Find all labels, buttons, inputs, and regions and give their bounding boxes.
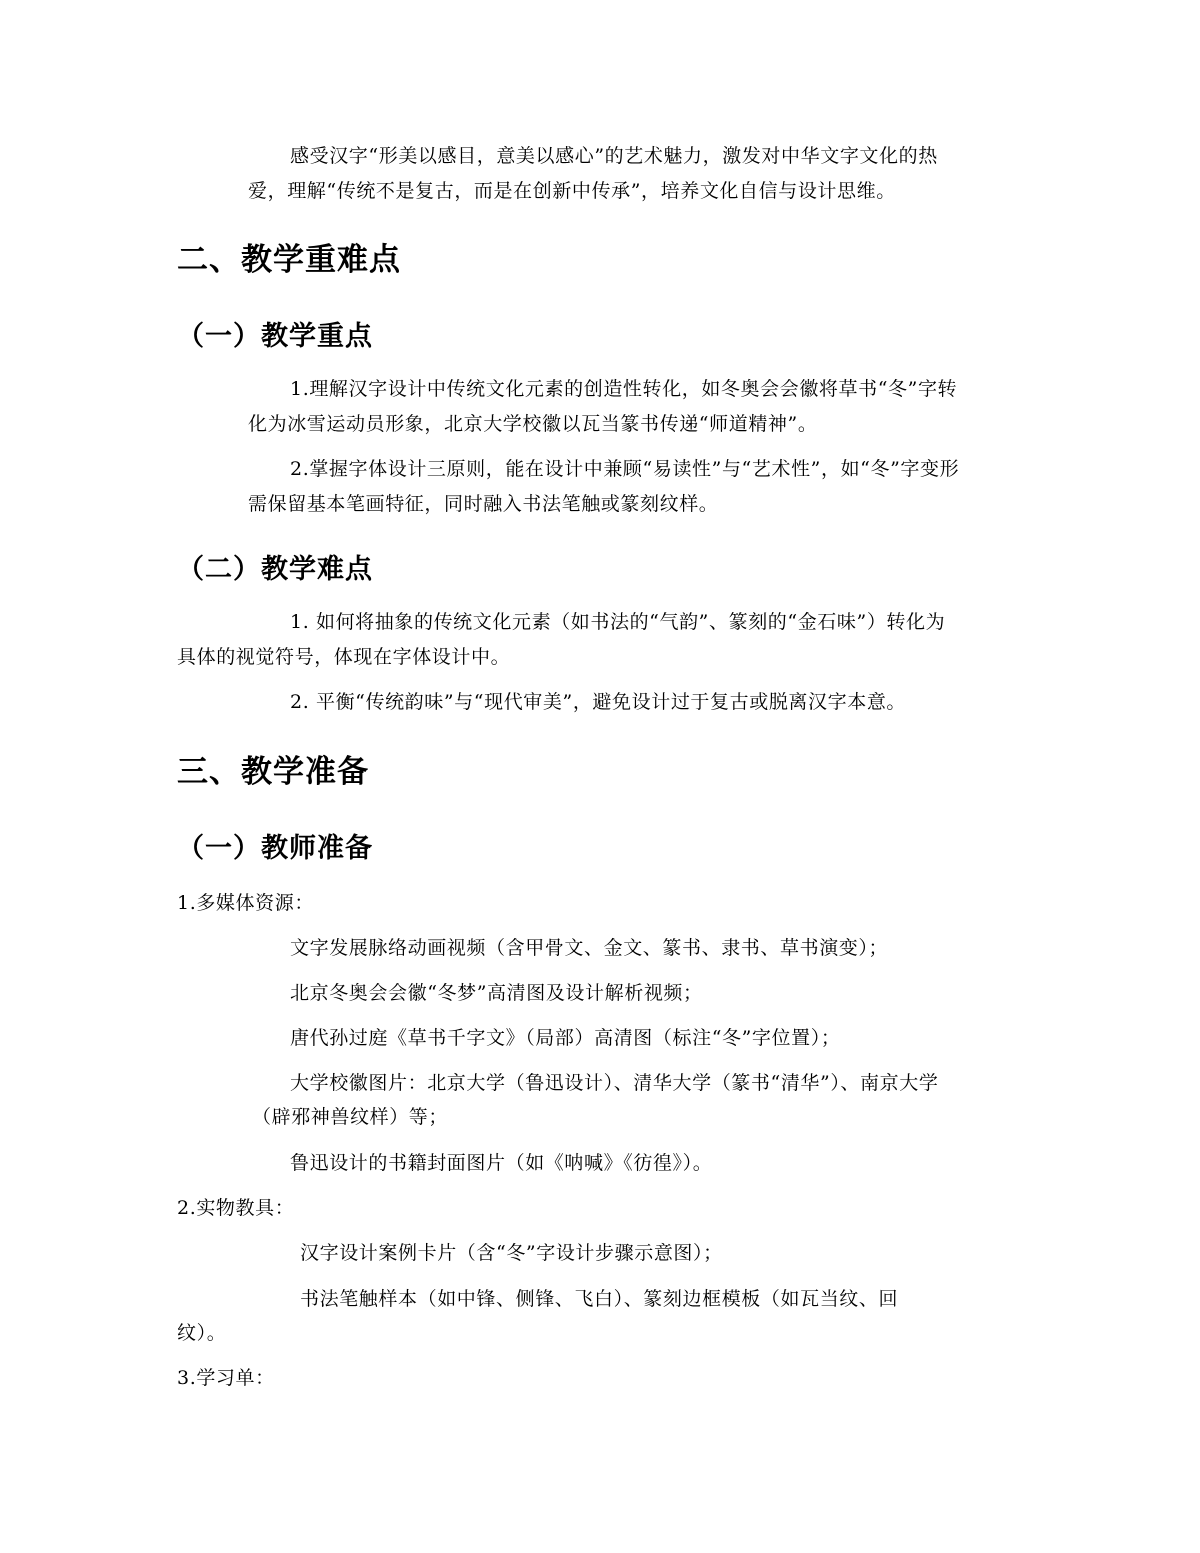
media-item-3: 唐代孙过庭《草书千字文》（局部）高清图（标注“冬”字位置）； [290,1027,841,1049]
intro-line-1: 感受汉字“形美以感目，意美以感心”的艺术魅力，激发对中华文字文化的热 [290,145,938,167]
media-item-5: 鲁迅设计的书籍封面图片（如《呐喊》《彷徨》）。 [290,1152,713,1174]
key-point-1-line-2: 化为冰雪运动员形象，北京大学校徽以瓦当篆书传递“师道精神”。 [248,413,818,435]
subheading-difficult-points: （二）教学难点 [177,554,373,585]
difficult-point-1-line-2: 具体的视觉符号，体现在字体设计中。 [177,646,511,668]
media-item-1: 文字发展脉络动画视频（含甲骨文、金文、篆书、隶书、草书演变）； [290,937,889,959]
section-heading-preparation: 三、教学准备 [177,754,369,790]
subheading-key-points: （一）教学重点 [177,321,373,352]
tools-item-2-line-2: 纹）。 [177,1322,227,1344]
subheading-teacher-preparation: （一）教师准备 [177,833,373,864]
key-point-2-line-1: 2.掌握字体设计三原则，能在设计中兼顾“易读性”与“艺术性”，如“冬”字变形 [290,458,960,480]
intro-line-2: 爱，理解“传统不是复古，而是在创新中传承”，培养文化自信与设计思维。 [248,180,896,202]
section-heading-key-difficult-points: 二、教学重难点 [177,242,401,278]
tools-heading: 2.实物教具： [177,1197,295,1219]
tools-item-2-line-1: 书法笔触样本（如中锋、侧锋、飞白）、篆刻边框模板（如瓦当纹、回 [300,1288,899,1310]
media-heading: 1.多媒体资源： [177,892,314,914]
difficult-point-1-line-1: 1. 如何将抽象的传统文化元素（如书法的“气韵”、篆刻的“金石味”）转化为 [290,611,946,633]
media-item-4-line-2: （辟邪神兽纹样）等； [252,1106,449,1128]
key-point-1-line-1: 1.理解汉字设计中传统文化元素的创造性转化，如冬奥会会徽将草书“冬”字转 [290,378,958,400]
media-item-4-line-1: 大学校徽图片：北京大学（鲁迅设计）、清华大学（篆书“清华”）、南京大学 [290,1072,939,1094]
media-item-2: 北京冬奥会会徽“冬梦”高清图及设计解析视频； [290,982,703,1004]
key-point-2-line-2: 需保留基本笔画特征，同时融入书法笔触或篆刻纹样。 [248,493,719,515]
tools-item-1: 汉字设计案例卡片（含“冬”字设计步骤示意图）； [300,1242,723,1264]
worksheet-heading: 3.学习单： [177,1367,275,1389]
difficult-point-2-line-1: 2. 平衡“传统韵味”与“现代审美”，避免设计过于复古或脱离汉字本意。 [290,691,907,713]
